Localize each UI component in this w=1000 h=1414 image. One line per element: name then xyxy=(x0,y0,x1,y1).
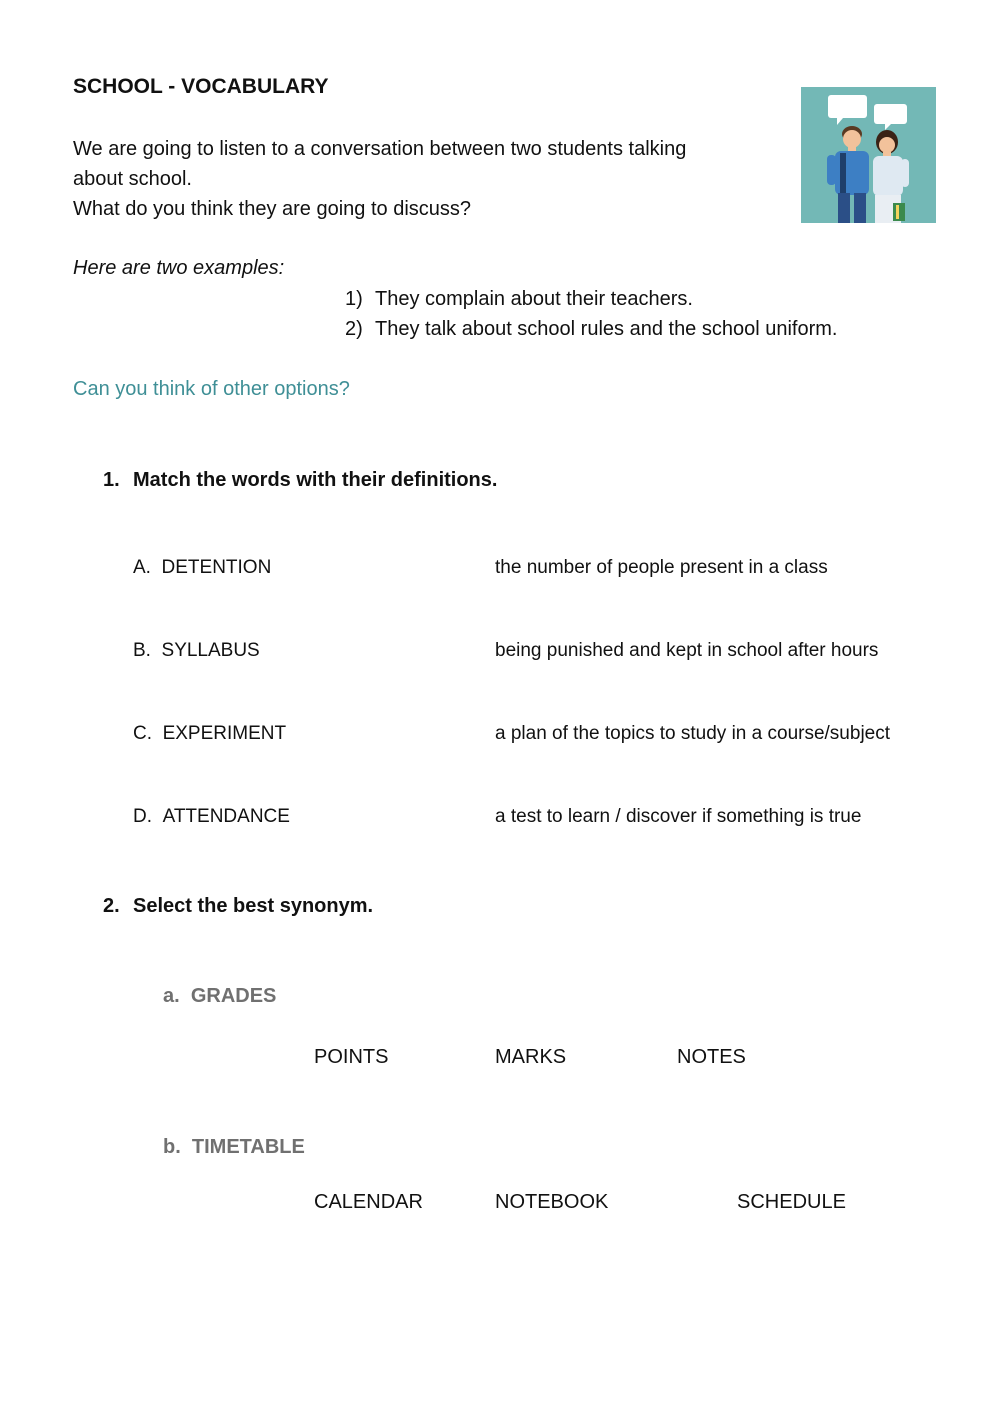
discussion-prompt: Can you think of other options? xyxy=(73,378,350,400)
page-title: SCHOOL - VOCABULARY xyxy=(73,75,329,98)
exercise-1-instruction: Match the words with their definitions. xyxy=(133,469,498,491)
synonym-question-a xyxy=(163,985,276,1008)
word-text: DETENTION xyxy=(161,557,272,578)
example-text: They complain about their teachers. xyxy=(375,288,693,310)
example-number: 1) xyxy=(345,288,363,310)
word-text: ATTENDANCE xyxy=(162,806,290,827)
examples-label: Here are two examples: xyxy=(73,257,285,279)
synonym-option[interactable]: CALENDAR xyxy=(314,1191,423,1213)
synonym-option[interactable]: MARKS xyxy=(495,1046,567,1068)
match-definition-3[interactable]: a plan of the topics to study in a course/subject xyxy=(495,723,891,744)
synonym-option[interactable]: POINTS xyxy=(314,1046,389,1068)
exercise-1-number: 1. xyxy=(103,469,120,491)
match-definition-4[interactable]: a test to learn / discover if something is true xyxy=(495,806,862,827)
match-definition-2[interactable]: being punished and kept in school after hours xyxy=(495,640,879,661)
question-word: TIMETABLE xyxy=(191,1136,305,1158)
match-word-c[interactable] xyxy=(133,723,286,745)
match-word-a[interactable] xyxy=(133,557,271,579)
two-students-talking-illustration xyxy=(801,87,936,223)
question-letter: a. xyxy=(163,985,180,1007)
synonym-option[interactable]: NOTEBOOK xyxy=(495,1191,609,1213)
match-word-b[interactable] xyxy=(133,640,260,662)
word-text: SYLLABUS xyxy=(161,640,260,661)
intro-line-1: We are going to listen to a conversation between two students talking xyxy=(73,138,687,160)
match-word-d[interactable] xyxy=(133,806,290,828)
exercise-2-number: 2. xyxy=(103,895,120,917)
example-text: They talk about school rules and the school uniform. xyxy=(375,318,838,340)
match-definition-1[interactable]: the number of people present in a class xyxy=(495,557,828,578)
synonym-option[interactable]: NOTES xyxy=(677,1046,746,1068)
word-letter: A. xyxy=(133,557,151,578)
question-word: GRADES xyxy=(190,985,277,1007)
example-number: 2) xyxy=(345,318,363,340)
word-letter: B. xyxy=(133,640,151,661)
synonym-question-b xyxy=(163,1136,305,1159)
word-letter: D. xyxy=(133,806,152,827)
exercise-2-instruction: Select the best synonym. xyxy=(133,895,374,917)
intro-line-3: What do you think they are going to discuss? xyxy=(73,198,472,220)
intro-line-2: about school. xyxy=(73,168,192,190)
word-letter: C. xyxy=(133,723,152,744)
synonym-option[interactable]: SCHEDULE xyxy=(737,1191,846,1213)
question-letter: b. xyxy=(163,1136,181,1158)
word-text: EXPERIMENT xyxy=(162,723,287,744)
